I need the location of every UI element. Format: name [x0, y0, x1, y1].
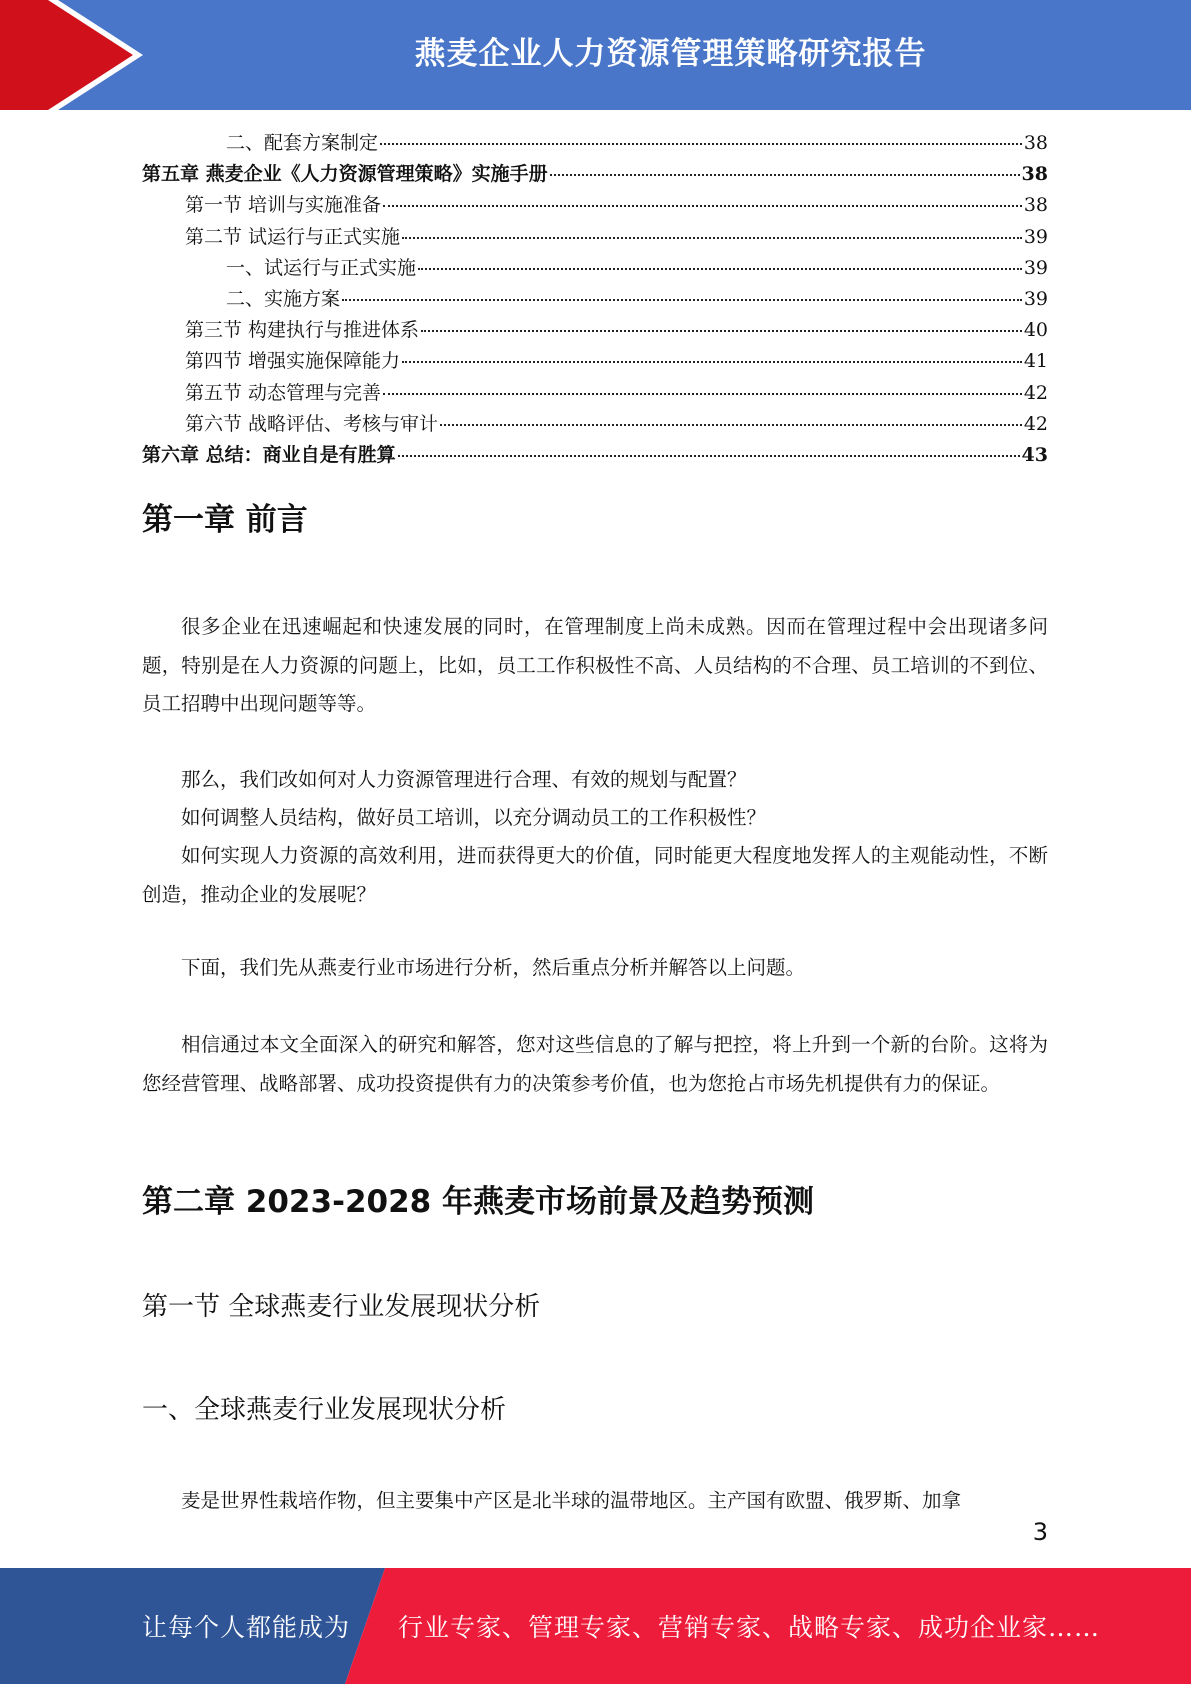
- toc-entry-page: 43: [1021, 443, 1048, 466]
- toc-entry-title: 第五章 燕麦企业《人力资源管理策略》实施手册: [142, 163, 548, 186]
- paragraph: 麦是世界性栽培作物，但主要集中产区是北半球的温带地区。主产国有欧盟、俄罗斯、加拿: [181, 1489, 962, 1512]
- toc-entry-page: 42: [1023, 381, 1048, 404]
- toc-entry-title: 第五节 动态管理与完善: [185, 381, 382, 404]
- toc-entry-page: 38: [1023, 194, 1048, 217]
- toc-entry[interactable]: [142, 159, 1048, 190]
- toc-entry[interactable]: [142, 346, 1048, 377]
- toc-entry-title: 第六章 总结：商业自是有胜算: [142, 443, 396, 466]
- toc-entry-page: 39: [1023, 225, 1048, 248]
- paragraph: 那么，我们改如何对人力资源管理进行合理、有效的规划与配置？: [181, 768, 747, 791]
- toc-dot-leader: [383, 205, 1022, 207]
- paragraph: 如何实现人力资源的高效利用，进而获得更大的价值，同时能更大程度地发挥人的主观能动性，不断创造，推动企业的发展呢？: [142, 844, 1048, 906]
- header-arrow-decoration: [0, 0, 160, 110]
- footer-slogan-left: 让每个人都能成为: [142, 1613, 351, 1642]
- footer-band: [0, 1568, 1191, 1684]
- toc-entry[interactable]: [142, 128, 1048, 159]
- footer-slogan-right: 行业专家、管理专家、营销专家、战略专家、成功企业家……: [398, 1613, 1101, 1642]
- toc-entry-title: 一、试运行与正式实施: [226, 256, 417, 279]
- toc-entry-title: 第四节 增强实施保障能力: [185, 350, 401, 373]
- toc-entry[interactable]: [142, 222, 1048, 253]
- header-band: [0, 0, 1191, 110]
- toc-entry[interactable]: [142, 378, 1048, 409]
- toc-entry-page: 40: [1023, 319, 1048, 342]
- toc-entry-title: 第二节 试运行与正式实施: [185, 225, 401, 248]
- toc-entry-title: 二、实施方案: [226, 287, 341, 310]
- paragraph: 很多企业在迅速崛起和快速发展的同时，在管理制度上尚未成熟。因而在管理过程中会出现诸多问题，特别是在人力资源的问题上，比如，员工工作积极性不高、人员结构的不合理、员工培训的不到位、员工招聘中出现问题等等。: [142, 615, 1048, 715]
- table-of-contents: [142, 128, 1048, 471]
- toc-dot-leader: [440, 424, 1022, 426]
- toc-dot-leader: [421, 330, 1022, 332]
- toc-dot-leader: [402, 361, 1022, 363]
- toc-entry[interactable]: [142, 409, 1048, 440]
- toc-dot-leader: [380, 143, 1022, 145]
- toc-entry-page: 38: [1021, 163, 1048, 186]
- toc-dot-leader: [398, 455, 1020, 457]
- subsection-title: 一、全球燕麦行业发展现状分析: [142, 1395, 507, 1425]
- toc-dot-leader: [383, 393, 1022, 395]
- toc-entry-page: 38: [1023, 132, 1048, 154]
- section-title: 第一节 全球燕麦行业发展现状分析: [142, 1292, 541, 1322]
- toc-entry-page: 39: [1023, 287, 1048, 310]
- toc-entry-page: 42: [1023, 412, 1048, 435]
- toc-dot-leader: [550, 174, 1020, 176]
- toc-entry-page: 39: [1023, 256, 1048, 279]
- paragraph: 相信通过本文全面深入的研究和解答，您对这些信息的了解与把控，将上升到一个新的台阶。这将为您经营管理、战略部署、成功投资提供有力的决策参考价值，也为您抢占市场先机提供有力的保证。: [142, 1033, 1048, 1095]
- toc-entry[interactable]: [142, 284, 1048, 315]
- toc-entry[interactable]: [142, 440, 1048, 471]
- toc-entry[interactable]: [142, 190, 1048, 221]
- chapter-title: 第二章 2023-2028 年燕麦市场前景及趋势预测: [142, 1184, 815, 1220]
- paragraph: 下面，我们先从燕麦行业市场进行分析，然后重点分析并解答以上问题。: [181, 956, 806, 979]
- page-number: 3: [1032, 1518, 1048, 1546]
- toc-entry-page: 41: [1023, 350, 1048, 373]
- toc-entry[interactable]: [142, 315, 1048, 346]
- toc-entry-title: 第六节 战略评估、考核与审计: [185, 412, 439, 435]
- chapter-title: 第一章 前言: [142, 502, 308, 538]
- toc-entry-title: 第一节 培训与实施准备: [185, 194, 382, 217]
- toc-dot-leader: [418, 268, 1022, 270]
- toc-entry[interactable]: [142, 253, 1048, 284]
- toc-entry-title: 二、配套方案制定: [226, 132, 379, 154]
- paragraph: 如何调整人员结构，做好员工培训，以充分调动员工的工作积极性？: [181, 806, 767, 829]
- toc-entry-title: 第三节 构建执行与推进体系: [185, 319, 420, 342]
- toc-dot-leader: [402, 237, 1022, 239]
- toc-dot-leader: [342, 299, 1022, 301]
- header-title: 燕麦企业人力资源管理策略研究报告: [414, 35, 927, 72]
